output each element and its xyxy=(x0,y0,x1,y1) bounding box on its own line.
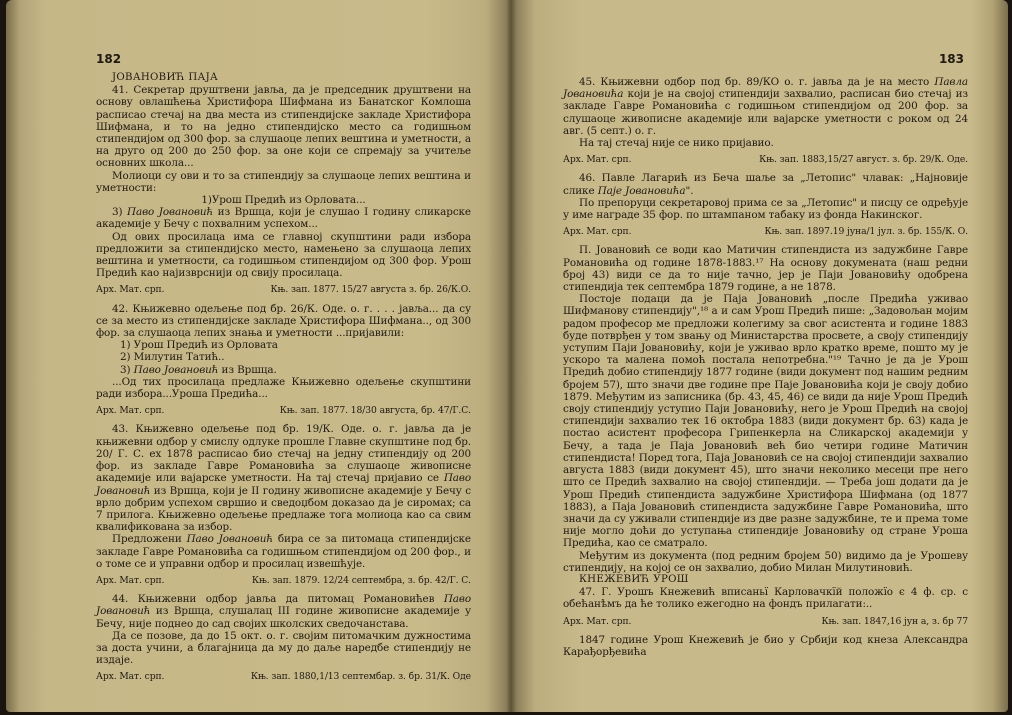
list-item xyxy=(96,206,471,230)
person-name: Паво Јовановић xyxy=(96,593,471,618)
archive-source: Арх. Мат. срп. xyxy=(96,671,165,683)
person-name: Паво Јовановић xyxy=(186,533,273,546)
archive-source: Арх. Мат. срп. xyxy=(96,405,165,417)
left-page-text xyxy=(96,72,471,684)
list-item xyxy=(96,364,471,376)
paragraph-text: 45. Књижевни одбор под бр. 89/КО о. г. јавља да је на место xyxy=(579,76,935,88)
list-item: 2) Милутин Татић.. xyxy=(120,351,225,364)
person-name: Павла Јовановића xyxy=(563,76,968,101)
page-number-right: 183 xyxy=(938,52,964,66)
section-heading-jovanovic: ЈОВАНОВИЋ ПАЈА xyxy=(112,72,218,83)
list-item: 1) Урош Предић из Орловата xyxy=(120,339,278,352)
person-name: Паво Јовановић xyxy=(133,363,219,376)
archive-record: Књ. зап. 1883,15/27 август. з. бр. 29/К. Оде. xyxy=(759,154,968,166)
left-page xyxy=(6,0,511,712)
page-number-left: 182 xyxy=(96,52,122,66)
paragraph: 41. Секретар друштвени јавља, да је председник друштвени на основу овлашћења Христифора Шифмана из Банатског Комлоша расписао стечај на два места из стипендијске закладе Христифора Шифмана, и то на једно стипендијско место са годишњом стипендијом од 300 фор. за слушаоце лепих вештина и уметности, а на друго од 200 до 250 фор. за оне који се спремају за учитеље основних школа... xyxy=(96,84,471,170)
archive-record: Књ. зап. 1877. 15/27 августа з. бр. 26/К.О. xyxy=(270,284,471,296)
paragraph-text: Предложени xyxy=(112,533,187,546)
archive-reference xyxy=(563,616,968,628)
archive-reference xyxy=(563,154,968,166)
paragraph-text: 46. Павле Лагарић из Беча шаље за „Летопис" члавак: „Најновије слике xyxy=(563,172,968,197)
list-item: 1)Урош Предић из Орловата... xyxy=(201,194,366,207)
paragraph: Постоје подаци да је Паја Јовановић „после Предића уживао Шифманову стипендију",¹⁸ а и сам Урош Предић пише: „Задовољан мојим радом професор ме предложи колегиму за свог асистента и године 1883 буде потврђен у том звању од Министарства просвете, а своју стипендију уступим Паји Јовановићу, који је уживао врло кратко време, пошто му је ускоро та малена помоћ постала непотребна."¹⁹ Тачно је да је Урош Предић добио стипендију 1877 године (види документ под нашим редним бројем 57), што значи две године пре Паје Јовановића који је своју добио 1879. Међутим из записника (бр. 43, 45, 46) се види да није Урош Предић своју стипендију уступио Паји Јовановићу, него је Урош Предић на својој стипендији захвалио тек 16 октобра 1883 (види документ бр. 63) када је постао асистент професора Грипенкерла на Сликарској академији у Бечу, а тада је Паја Јовановић већ био четири године Матичин стипендиста! Поред тога, Паја Јовановић се на својој стипендији захвалио августа 1883 (види документ 45), што значи неколико месеци пре него што се Предић захвалио на својој стипендији. — Треба још додати да је Урош Предић стипендиста задужбине Христифора Шифмана (од 1877 1883), а Паја Јовановић стипендиста задужбине Гавре Романовића, што значи да су уживали стипендије из две разне задужбине, те и према томе није могло доћи до уступања стипендије Јовановићу од стране Уроша Предића, као се сматрало. xyxy=(563,293,968,550)
paragraph xyxy=(96,533,471,570)
paragraph-text: из Вршца, који је II годину живописне академије у Бечу с врло добрим успехом свршио и сведоџбом доказао да је сиромах; са 7 прилога. Књижевно одељење предлаже тога молиоца као са свим квалификована за избор. xyxy=(96,484,471,534)
archive-source: Арх. Мат. срп. xyxy=(563,615,632,627)
paragraph: Од ових просилаца има се главној скупштини ради избора предложити за стипендијско место, намењено за слушаоца лепих вештина и уметности, са годишњом стипендијом од 300 фор. Урош Предић као најизврснији од свију просилаца. xyxy=(96,230,471,280)
paragraph: Међутим из документа (под редним бројем 50) видимо да је Урошеву стипендију, на којој се он захвалио, добио Милан Милутиновић. xyxy=(563,549,968,574)
paragraph: 42. Књижевно одељење под бр. 26/К. Оде. о. г. . . . јавља... да су се за место из стипендијске закладе Христифора Шифмана.., од 300 фор. за слушаоца лепих знања и уметности ...пријавили: xyxy=(96,302,471,340)
paragraph: ...Од тих просилаца предлаже Књижевно одељење скупштини ради избора...Уроша Предића... xyxy=(96,375,471,401)
paragraph-text: који је на својој стипендији захвалио, расписан био стечај из закладе Гавре Романовића с годишњом стипендијом од 200 фор. за слушаоце живописне академије или вајарске уметности с роком од 24 авг. (5 септ.) о. г. xyxy=(563,88,968,137)
archive-source: Арх. Мат. срп. xyxy=(563,226,632,238)
person-name: Паво Јовановић xyxy=(127,206,214,219)
paragraph: 47. Г. Урошъ Кнежевић вписаньї Карловачкїй положїо є 4 ф. ср. с обећанѣмъ да ће толико ежегодно на фондъ прилагати:.. xyxy=(563,586,968,611)
list-item-number: 3) xyxy=(112,206,128,219)
paragraph: На тај стечај није се нико пријавио. xyxy=(579,137,774,150)
archive-source: Арх. Мат. срп. xyxy=(96,284,165,296)
right-page-text xyxy=(563,76,968,658)
archive-record: Књ. зап. 1879. 12/24 септембра, з. бр. 42/Г. С. xyxy=(251,574,471,586)
paragraph: 1847 године Урош Кнежевић је био у Србији код кнеза Александра Карађорђевића xyxy=(563,633,968,658)
list-item-text: из Вршца, који је слушао I годину сликарске академије у Бечу с похвалним успехом... xyxy=(96,206,471,231)
archive-record: Књ. зап. 1877. 18/30 августа, бр. 47/Г.С. xyxy=(279,405,471,417)
archive-reference xyxy=(96,405,471,417)
paragraph xyxy=(563,76,968,137)
paragraph-text: из Вршца, слушалац III године живописне академије у Бечу, није поднео до сад својих школских сведочанстава. xyxy=(96,605,471,630)
paragraph: Молиоци су ови и то за стипендију за слушаоце лепих вештина и уметности: xyxy=(96,169,471,194)
archive-reference xyxy=(563,226,968,238)
person-name: Паво Јовановић xyxy=(96,472,471,497)
archive-reference xyxy=(96,671,471,683)
archive-record: Књ. зап. 1847,16 јун а, з. бр 77 xyxy=(821,615,968,627)
archive-source: Арх. Мат. срп. xyxy=(96,574,165,586)
paragraph: П. Јовановић се води као Матичин стипендиста из задужбине Гавре Романовића од године 1878-1883.¹⁷ На основу докумената (наш редни број 43) види се да то није тачно, јер је Паји Јовановићу одобрена стипендија тек септембра 1879 године, а не 1878. xyxy=(563,244,968,294)
paragraph-text: бира се за питомаца стипендијске закладе Гавре Романовића са годишњом стипендијом од 200 фор., и о томе се и управни одбор и просилац извешћује. xyxy=(96,533,471,570)
archive-record: Књ. зап. 1880,1/13 септембар. з. бр. 31/К. Оде xyxy=(250,671,471,683)
archive-source: Арх. Мат. срп. xyxy=(563,154,632,166)
list-item-text: из Вршца. xyxy=(218,363,277,376)
archive-reference xyxy=(96,575,471,587)
paragraph xyxy=(563,172,968,196)
paragraph xyxy=(96,423,471,533)
archive-reference xyxy=(96,284,471,296)
book-spread xyxy=(6,0,1008,712)
right-page xyxy=(511,0,1008,712)
section-heading-knezevic: КНЕЖЕВИЋ УРОШ xyxy=(579,573,689,585)
archive-record: Књ. зап. 1897.19 јуна/1 јул. з. бр. 155/К. О. xyxy=(764,226,968,238)
paragraph-text: ". xyxy=(685,184,694,197)
paragraph-text: 43. Књижевно одељење под бр. 19/К. Оде. о. г. јавља да је књижевни одбор у смислу одлуке прошле Главне скупштине под бр. 20/ Г. С. ex 1878 расписао био стечај на једну стипендију од 200 фор. из закладе Гавре Романовића за слушаоце живописне академије или вајарске уметности. На тај стечај пријавио се xyxy=(96,423,471,485)
list-item-number: 3) xyxy=(120,363,134,376)
paragraph xyxy=(96,593,471,630)
paragraph-text: 44. Књижевни одбор јавља да питомац Романовићев xyxy=(112,593,444,606)
person-name: Паје Јовановића xyxy=(597,184,686,197)
paragraph: Да се позове, да до 15 окт. о. г. својим питомачким дужностима за доста учини, а благајница да му до даље наредбе стипендију не издаје. xyxy=(96,629,471,667)
paragraph: По препоруци секретаровој прима се за „Летопис" и писцу се одређује у име награде 35 фор. по штампаном табаку из фонда Накинског. xyxy=(563,196,968,222)
